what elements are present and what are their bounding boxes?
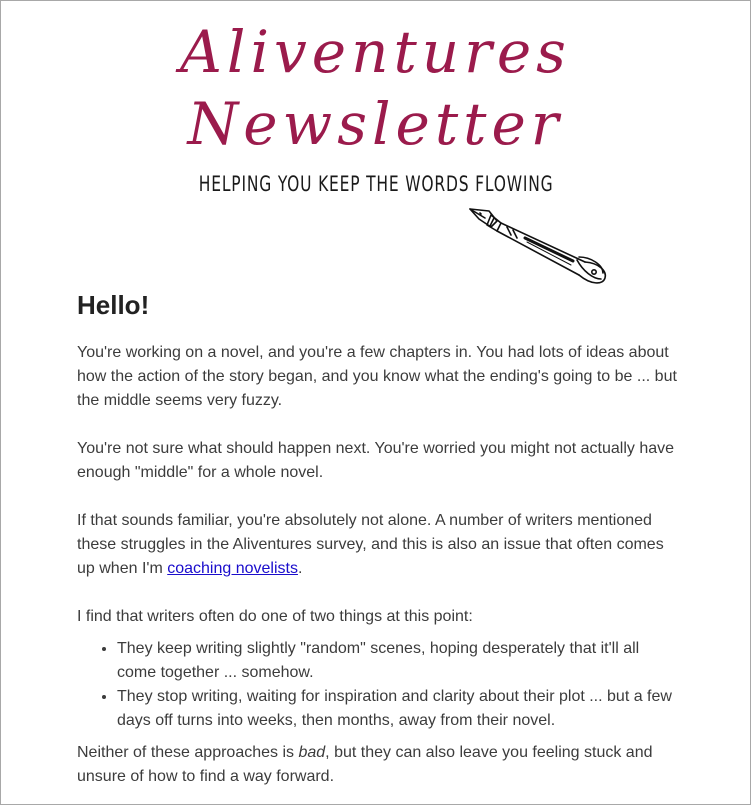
paragraph-3 [77, 509, 677, 581]
paragraph-5-text-before: Neither of these approaches is [77, 744, 299, 761]
paragraph-4: I find that writers often do one of two things at this point: [77, 608, 473, 625]
greeting-heading: Hello! [77, 290, 150, 320]
newsletter-title-line-1: Aliventures [180, 18, 571, 86]
newsletter-body [77, 289, 677, 805]
paragraph-3-text-before: If that sounds familiar, you're absolutely not alone. A number of writers mentioned these struggles in the Aliventures survey, and this is also an issue that often comes up when I'm [77, 512, 664, 577]
paragraph-5-text-after: , but they can also leave you feeling stuck and unsure of how to find a way forward. [77, 744, 653, 785]
list-item: • They stop writing, waiting for inspiration and clarity about their plot ... but a few days off turns into weeks, then months, away from their novel. [117, 685, 677, 733]
paragraph-2: You're not sure what should happen next. You're worried you might not actually have enough "middle" for a whole novel. [77, 440, 675, 481]
newsletter-tagline: HELPING YOU KEEP THE WORDS FLOWING [198, 172, 554, 196]
newsletter-header [1, 1, 750, 301]
paragraph-5 [77, 741, 677, 789]
paragraph-5-emphasis: bad [298, 744, 326, 761]
fountain-pen-icon [467, 205, 613, 287]
paragraph-1: You're working on a novel, and you're a few chapters in. You had lots of ideas about how the action of the story began, and you know what the ending's going to be ... but the middle seems very fuzzy. [77, 344, 677, 409]
bullet-list [77, 637, 677, 733]
list-item: • They keep writing slightly "random" scenes, hoping desperately that it'll all come together ... somehow. [117, 637, 677, 685]
coaching-novelists-link[interactable]: coaching novelists [167, 560, 298, 577]
newsletter-title-line-2: Newsletter [187, 90, 564, 158]
paragraph-3-text-after: . [297, 560, 303, 577]
